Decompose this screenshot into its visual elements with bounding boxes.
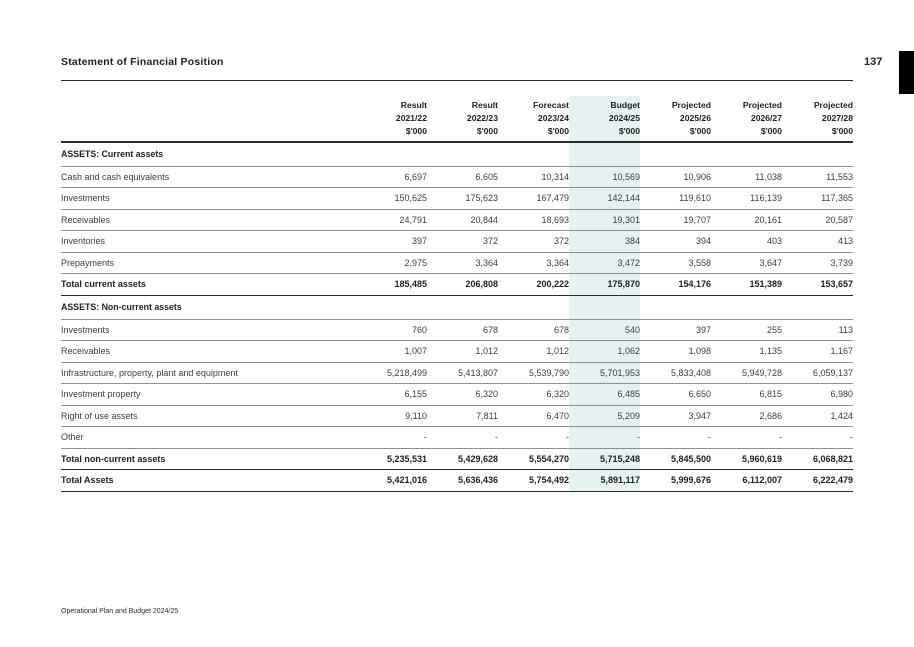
row-label: Inventories [61,231,356,253]
value-cell: 5,235,531 [356,448,427,470]
value-cell: 3,558 [640,252,711,274]
value-cell: 1,135 [711,341,782,363]
column-year: 2025/26 [679,113,711,123]
section-header-cell [711,142,782,166]
value-cell: 154,176 [640,274,711,296]
value-cell: 5,949,728 [711,362,782,384]
row-label: Total non-current assets [61,448,356,470]
table-row [61,405,853,427]
table-row [61,274,853,296]
value-cell: 6,470 [498,405,569,427]
value-cell: 1,012 [427,341,498,363]
column-unit: $'000 [760,126,782,136]
value-cell: 200,222 [498,274,569,296]
value-cell: 6,980 [782,384,853,406]
value-cell: 19,707 [640,209,711,231]
row-label: Cash and cash equivalents [61,166,356,188]
table-row [61,188,853,210]
value-cell: 6,320 [498,384,569,406]
table-row [61,341,853,363]
value-cell: 20,587 [782,209,853,231]
value-cell: 18,693 [498,209,569,231]
section-header-cell [640,142,711,166]
value-cell: 153,657 [782,274,853,296]
value-cell: 6,059,137 [782,362,853,384]
row-label: Investments [61,188,356,210]
column-unit: $'000 [689,126,711,136]
value-cell: 5,701,953 [569,362,640,384]
section-header-cell [640,295,711,319]
value-cell: - [569,427,640,449]
row-label: Infrastructure, property, plant and equipment [61,362,356,384]
page-title: Statement of Financial Position [61,56,224,68]
value-cell: 6,222,479 [782,470,853,492]
table-row [61,319,853,341]
value-cell: 397 [356,231,427,253]
row-label: Receivables [61,209,356,231]
column-type: Forecast [533,100,569,110]
table-row [61,427,853,449]
column-header-2027/28 [782,96,853,142]
table-row [61,252,853,274]
value-cell: 3,739 [782,252,853,274]
value-cell: 5,636,436 [427,470,498,492]
value-cell: 6,112,007 [711,470,782,492]
page-edge-tab [899,51,914,94]
section-header-label: ASSETS: Non-current assets [61,295,356,319]
table-row [61,362,853,384]
column-unit: $'000 [831,126,853,136]
value-cell: - [711,427,782,449]
value-cell: 5,891,117 [569,470,640,492]
section-header-cell [427,142,498,166]
value-cell: 372 [427,231,498,253]
value-cell: 6,485 [569,384,640,406]
column-header-2026/27 [711,96,782,142]
value-cell: 678 [427,319,498,341]
value-cell: 6,605 [427,166,498,188]
section-header-cell [782,295,853,319]
column-unit: $'000 [618,126,640,136]
value-cell: 1,167 [782,341,853,363]
value-cell: 142,144 [569,188,640,210]
value-cell: 397 [640,319,711,341]
value-cell: - [498,427,569,449]
column-year: 2026/27 [750,113,782,123]
value-cell: 9,110 [356,405,427,427]
value-cell: 5,960,619 [711,448,782,470]
value-cell: 5,754,492 [498,470,569,492]
footer-text: Operational Plan and Budget 2024/25 [61,608,179,615]
table-row [61,166,853,188]
value-cell: - [356,427,427,449]
header-row [61,96,853,142]
row-label: Total Assets [61,470,356,492]
value-cell: 5,999,676 [640,470,711,492]
value-cell: 2,975 [356,252,427,274]
value-cell: 255 [711,319,782,341]
value-cell: 1,007 [356,341,427,363]
row-label: Other [61,427,356,449]
row-label: Right of use assets [61,405,356,427]
section-header-cell [356,295,427,319]
table-row [61,231,853,253]
value-cell: 1,424 [782,405,853,427]
column-type: Result [400,100,427,110]
value-cell: 3,647 [711,252,782,274]
row-label: Receivables [61,341,356,363]
column-header-2021/22 [356,96,427,142]
value-cell: 185,485 [356,274,427,296]
value-cell: - [427,427,498,449]
value-cell: 11,038 [711,166,782,188]
value-cell: 5,539,790 [498,362,569,384]
column-year: 2021/22 [395,113,427,123]
column-type: Result [471,100,498,110]
value-cell: 167,479 [498,188,569,210]
value-cell: 2,686 [711,405,782,427]
value-cell: 5,715,248 [569,448,640,470]
row-label: Prepayments [61,252,356,274]
section-header-cell [569,142,640,166]
section-header-cell [782,142,853,166]
financial-position-table-wrap [61,96,853,492]
value-cell: 5,833,408 [640,362,711,384]
value-cell: 1,012 [498,341,569,363]
value-cell: 175,870 [569,274,640,296]
value-cell: 6,320 [427,384,498,406]
financial-position-table [61,96,853,492]
value-cell: 760 [356,319,427,341]
column-year: 2027/28 [821,113,853,123]
value-cell: 372 [498,231,569,253]
section-header-cell [498,142,569,166]
value-cell: 116,139 [711,188,782,210]
value-cell: 413 [782,231,853,253]
row-label: Total current assets [61,274,356,296]
value-cell: 119,610 [640,188,711,210]
value-cell: 6,155 [356,384,427,406]
column-type: Budget [610,100,640,110]
table-body [61,142,853,491]
value-cell: 3,364 [427,252,498,274]
value-cell: 175,623 [427,188,498,210]
column-type: Projected [813,100,853,110]
table-head [61,96,853,142]
value-cell: 5,845,500 [640,448,711,470]
value-cell: 394 [640,231,711,253]
table-row [61,470,853,492]
section-header-row [61,142,853,166]
value-cell: 206,808 [427,274,498,296]
value-cell: 6,815 [711,384,782,406]
section-header-row [61,295,853,319]
value-cell: 5,421,016 [356,470,427,492]
table-row [61,384,853,406]
value-cell: 10,906 [640,166,711,188]
column-header-2025/26 [640,96,711,142]
column-type: Projected [671,100,711,110]
value-cell: 6,697 [356,166,427,188]
column-unit: $'000 [405,126,427,136]
section-header-cell [356,142,427,166]
value-cell: 678 [498,319,569,341]
value-cell: 5,429,628 [427,448,498,470]
value-cell: 7,811 [427,405,498,427]
value-cell: 5,218,499 [356,362,427,384]
value-cell: 10,569 [569,166,640,188]
value-cell: 113 [782,319,853,341]
table-row [61,448,853,470]
value-cell: 5,554,270 [498,448,569,470]
value-cell: 150,625 [356,188,427,210]
row-label-header [61,96,356,142]
column-header-2024/25 [569,96,640,142]
value-cell: 20,844 [427,209,498,231]
column-header-2023/24 [498,96,569,142]
value-cell: - [640,427,711,449]
value-cell: 5,209 [569,405,640,427]
value-cell: 19,301 [569,209,640,231]
column-type: Projected [742,100,782,110]
column-unit: $'000 [476,126,498,136]
value-cell: 10,314 [498,166,569,188]
section-header-cell [427,295,498,319]
value-cell: 6,068,821 [782,448,853,470]
table-row [61,209,853,231]
column-year: 2022/23 [466,113,498,123]
value-cell: 1,062 [569,341,640,363]
page-number: 137 [864,56,883,68]
column-unit: $'000 [547,126,569,136]
value-cell: 3,947 [640,405,711,427]
value-cell: 11,553 [782,166,853,188]
value-cell: 24,791 [356,209,427,231]
value-cell: 6,650 [640,384,711,406]
row-label: Investment property [61,384,356,406]
column-header-2022/23 [427,96,498,142]
value-cell: - [782,427,853,449]
title-divider [61,80,853,81]
column-year: 2024/25 [608,113,640,123]
section-header-cell [498,295,569,319]
value-cell: 5,413,807 [427,362,498,384]
section-header-label: ASSETS: Current assets [61,142,356,166]
value-cell: 151,389 [711,274,782,296]
value-cell: 20,161 [711,209,782,231]
section-header-cell [569,295,640,319]
value-cell: 1,098 [640,341,711,363]
value-cell: 403 [711,231,782,253]
value-cell: 3,364 [498,252,569,274]
value-cell: 117,365 [782,188,853,210]
value-cell: 384 [569,231,640,253]
section-header-cell [711,295,782,319]
column-year: 2023/24 [537,113,569,123]
value-cell: 3,472 [569,252,640,274]
value-cell: 540 [569,319,640,341]
row-label: Investments [61,319,356,341]
